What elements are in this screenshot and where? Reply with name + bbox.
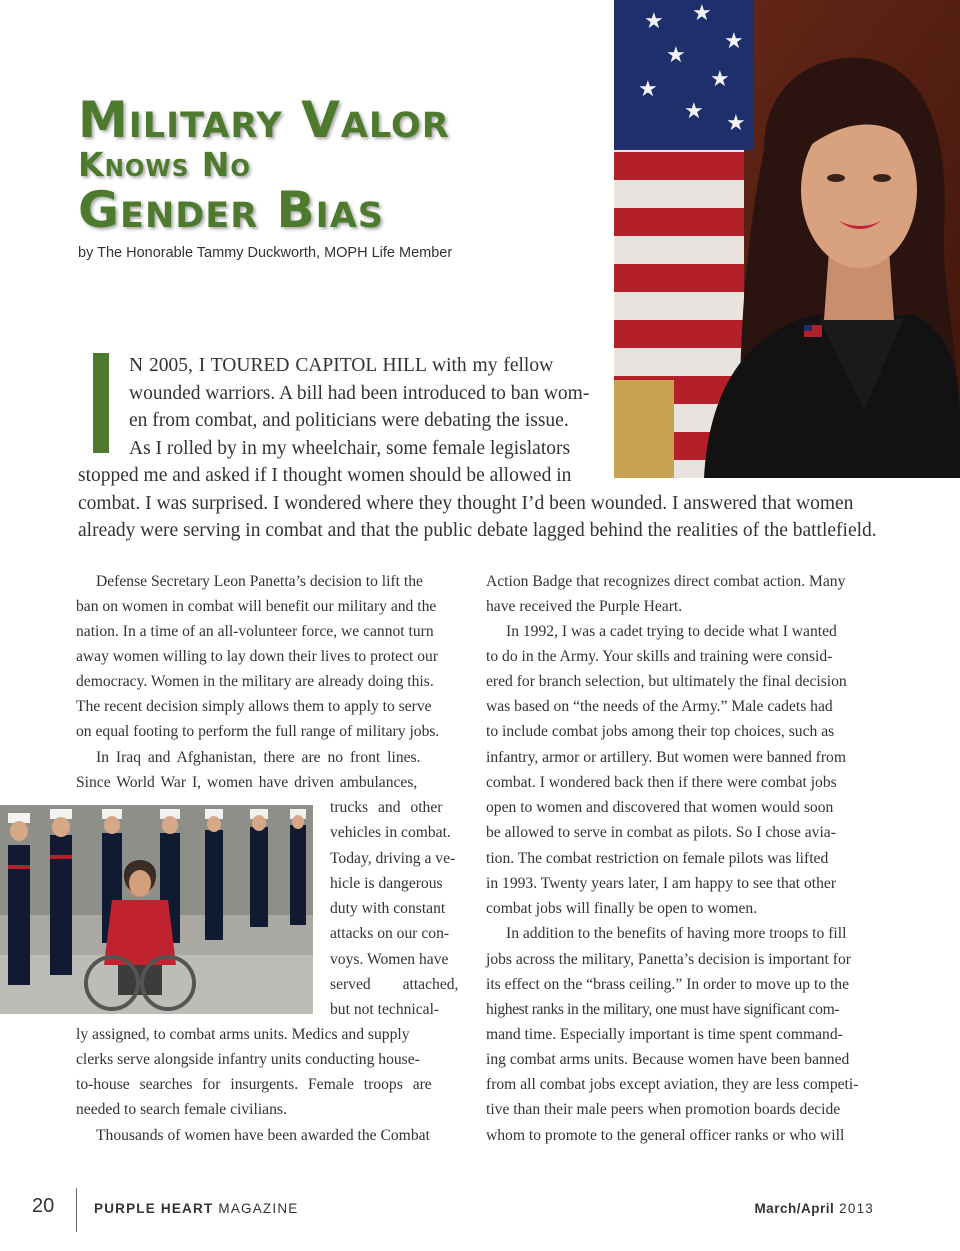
left-column-line: but not technical- (330, 1001, 440, 1018)
left-column-line: away women willing to lay down their lives to protect our (76, 648, 439, 665)
svg-text:★: ★ (638, 77, 658, 102)
right-column-line: combat jobs will finally be open to women. (486, 900, 758, 917)
issue-date (754, 1201, 874, 1216)
right-column-line: In addition to the benefits of having more troops to fill (506, 925, 847, 942)
left-column-line: attacks on our con- (330, 925, 450, 942)
left-column-line: hicle is dangerous (330, 875, 443, 892)
magazine-name (94, 1201, 298, 1216)
left-column-line: Today, driving a ve- (330, 850, 456, 867)
left-column-line: on equal footing to perform the full range of military jobs. (76, 723, 440, 740)
left-column-line: Since World War I, women have driven ambulances, (76, 774, 418, 791)
left-column-line: Thousands of women have been awarded the Combat (96, 1127, 430, 1144)
lead-line: N 2005, I TOURED CAPITOL HILL with my fellow (129, 355, 554, 376)
portrait-photo (614, 0, 960, 478)
left-column-line: democracy. Women in the military are already doing this. (76, 673, 434, 690)
right-column-line: whom to promote to the general officer ranks or who will (486, 1127, 845, 1144)
right-column-line: was based on “the needs of the Army.” Male cadets had (486, 698, 833, 715)
issue-date-year: 2013 (834, 1201, 874, 1216)
drop-cap (93, 353, 109, 453)
right-column-line: open to women and discovered that women would soon (486, 799, 834, 816)
article-title (78, 92, 608, 238)
left-column-line: to-house searches for insurgents. Female troops are (76, 1076, 432, 1093)
right-column-line: its effect on the “brass ceiling.” In order to move up to the (486, 976, 850, 993)
left-column-line: The recent decision simply allows them to apply to serve (76, 698, 432, 715)
left-column-line: Defense Secretary Leon Panetta’s decision to lift the (96, 573, 423, 590)
left-column-line: clerks serve alongside infantry units conducting house- (76, 1051, 420, 1068)
inset-photo (0, 805, 313, 1014)
byline: by The Honorable Tammy Duckworth, MOPH Life Member (78, 245, 453, 261)
inset-illustration (0, 805, 313, 1014)
left-column-line: vehicles in combat. (330, 824, 451, 841)
issue-date-bold: March/April (754, 1201, 835, 1216)
right-column-line: In 1992, I was a cadet trying to decide what I wanted (506, 623, 837, 640)
lead-line: As I rolled by in my wheelchair, some female legislators (129, 438, 571, 459)
title-line-2: Knows No (78, 145, 251, 184)
svg-text:★: ★ (692, 1, 712, 26)
svg-text:★: ★ (666, 43, 686, 68)
right-column-line: Action Badge that recognizes direct combat action. Many (486, 573, 846, 590)
right-column-line: be allowed to serve in combat as pilots. So I chose avia- (486, 824, 836, 841)
title-line-1: Military Valor (78, 91, 450, 149)
left-column-line: ly assigned, to combat arms units. Medics and supply (76, 1026, 410, 1043)
right-column-line: to do in the Army. Your skills and training were consid- (486, 648, 833, 665)
svg-text:★: ★ (724, 29, 744, 54)
left-column-line: trucks and other (330, 799, 443, 816)
svg-text:★: ★ (710, 67, 730, 92)
lead-line: combat. I was surprised. I wondered where they thought I’d been wounded. I answered that women (78, 493, 854, 514)
lead-line: stopped me and asked if I thought women should be allowed in (78, 465, 572, 486)
title-line-3: Gender Bias (78, 181, 384, 239)
page-number: 20 (32, 1195, 55, 1217)
right-column-line: jobs across the military, Panetta’s decision is important for (486, 951, 851, 968)
portrait-illustration (614, 0, 960, 478)
lead-line: wounded warriors. A bill had been introduced to ban wom- (129, 383, 590, 404)
lead-line: already were serving in combat and that the public debate lagged behind the realities of the battlefield. (78, 520, 877, 541)
left-column-line: ban on women in combat will benefit our military and the (76, 598, 437, 615)
footer-divider (76, 1188, 77, 1232)
left-column-line: In Iraq and Afghanistan, there are no front lines. (96, 749, 421, 766)
left-column-line: nation. In a time of an all-volunteer force, we cannot turn (76, 623, 434, 640)
right-column-line: ered for branch selection, but ultimately the final decision (486, 673, 847, 690)
left-column-line: served attached, (330, 976, 459, 993)
right-column-line: to include combat jobs among their top choices, such as (486, 723, 835, 740)
magazine-name-bold: PURPLE HEART (94, 1201, 214, 1216)
right-column-line: infantry, armor or artillery. But women were banned from (486, 749, 846, 766)
right-column-line: ing combat arms units. Because women have been banned (486, 1051, 850, 1068)
lead-line: en from combat, and politicians were debating the issue. (129, 410, 569, 431)
right-column-line: in 1993. Twenty years later, I am happy to see that other (486, 875, 837, 892)
left-column-line: needed to search female civilians. (76, 1101, 287, 1118)
svg-text:★: ★ (726, 111, 746, 136)
right-column-line: tion. The combat restriction on female pilots was lifted (486, 850, 829, 867)
right-column-line: mand time. Especially important is time spent command- (486, 1026, 843, 1043)
right-column-line: tive than their male peers when promotion boards decide (486, 1101, 841, 1118)
svg-text:★: ★ (684, 99, 704, 124)
left-column-line: duty with constant (330, 900, 446, 917)
right-column-line: from all combat jobs except aviation, they are less competi- (486, 1076, 859, 1093)
svg-text:★: ★ (644, 9, 664, 34)
right-column-line: combat. I wondered back then if there were combat jobs (486, 774, 837, 791)
right-column-line: highest ranks in the military, one must have significant com- (486, 1001, 840, 1018)
left-column-line: voys. Women have (330, 951, 449, 968)
magazine-name-rest: MAGAZINE (213, 1201, 299, 1216)
right-column-line: have received the Purple Heart. (486, 598, 683, 615)
